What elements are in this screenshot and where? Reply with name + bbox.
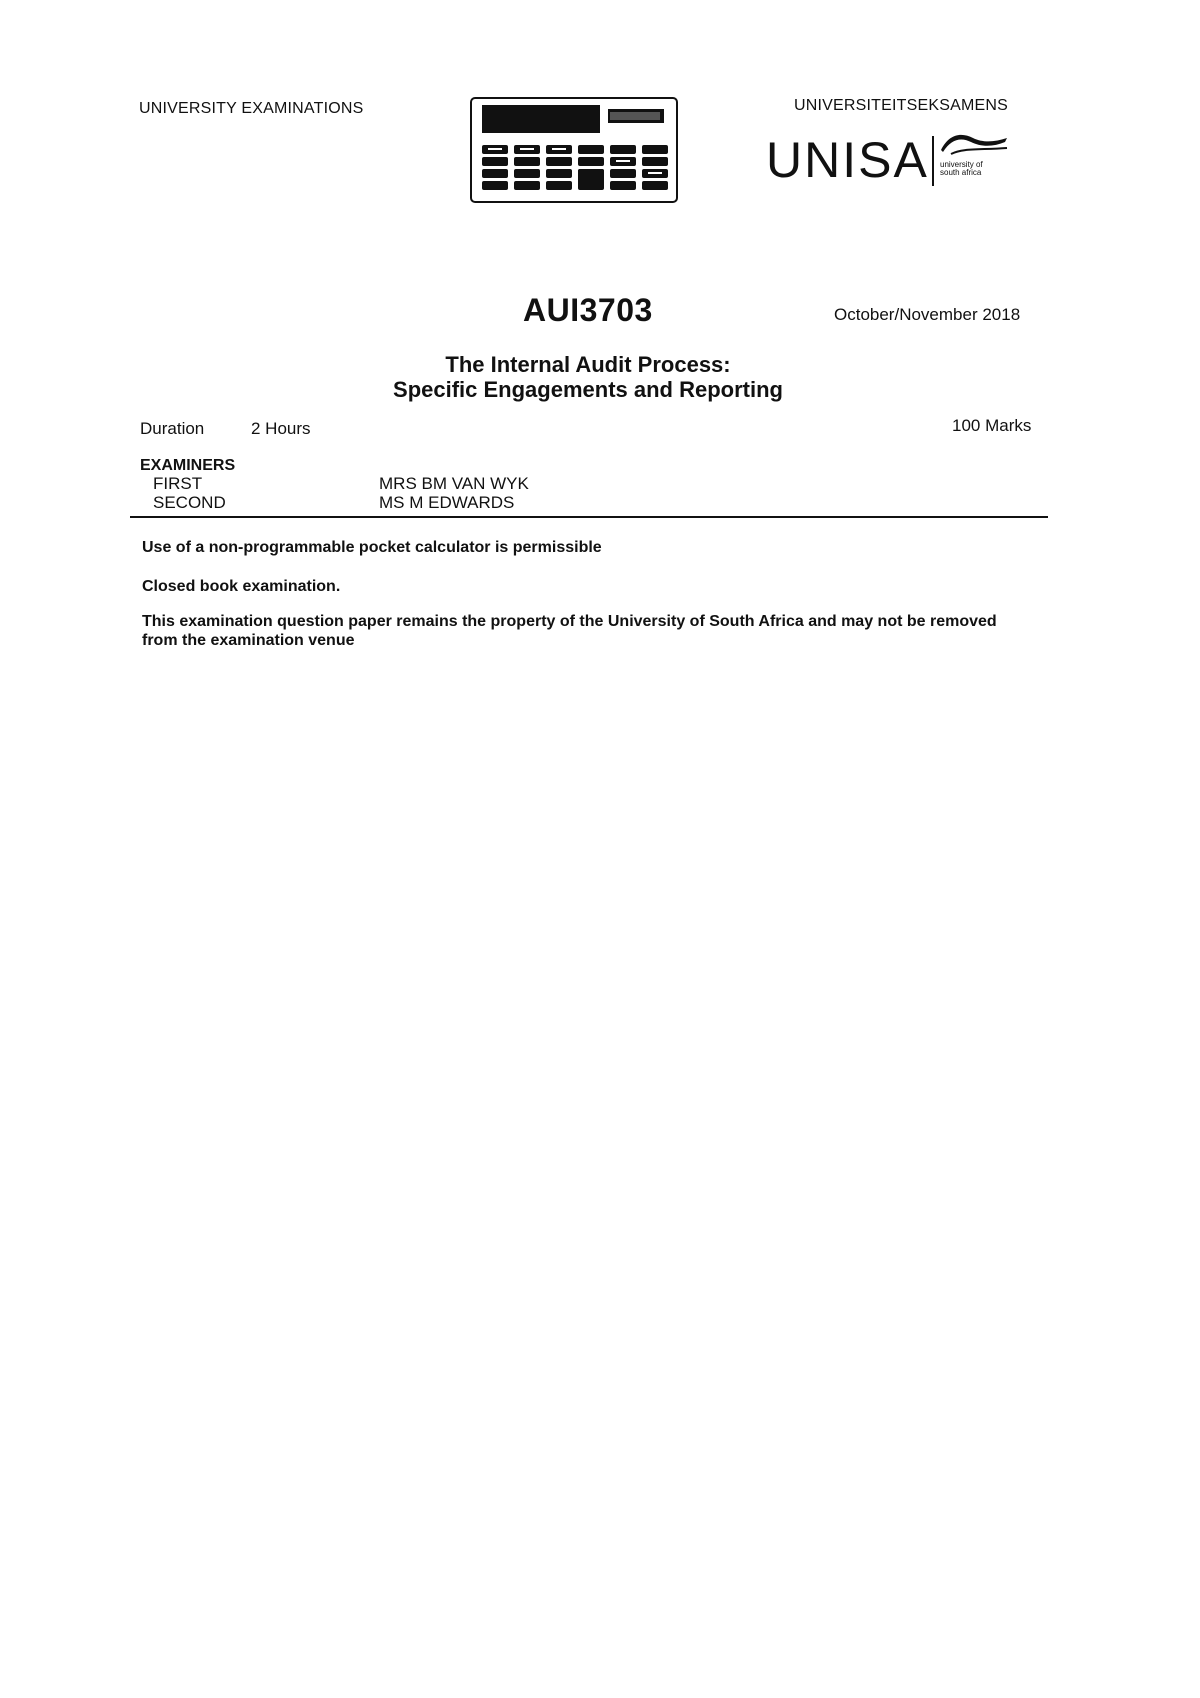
- paper-title: [300, 352, 876, 402]
- logo-subtitle: university of south africa: [940, 160, 983, 177]
- module-code: AUI3703: [523, 292, 653, 328]
- unisa-logo: [766, 130, 1026, 190]
- examiner-first-role: FIRST: [153, 474, 203, 493]
- header-divider: [130, 516, 1048, 518]
- paper-title-line-1: The Internal Audit Process:: [445, 352, 731, 377]
- examiner-first-name: MRS BM VAN WYK: [379, 474, 529, 493]
- examiner-second-role: SECOND: [153, 493, 226, 512]
- instruction-property: This examination question paper remains the property of the University of South Africa and may not be removed from the examination venue: [142, 613, 997, 649]
- calculator-icon: [470, 97, 678, 203]
- paper-title-line-2: Specific Engagements and Reporting: [393, 377, 783, 402]
- logo-wordmark: UNISA: [766, 132, 929, 188]
- total-marks: 100 Marks: [952, 416, 1032, 435]
- exam-date: October/November 2018: [834, 305, 1021, 324]
- logo-divider: [932, 136, 934, 186]
- header-left-text: UNIVERSITY EXAMINATIONS: [139, 100, 364, 117]
- instruction-closed-book: Closed book examination.: [142, 578, 341, 595]
- header-right-text: UNIVERSITEITSEKSAMENS: [794, 97, 1009, 114]
- duration-label: Duration: [140, 419, 205, 438]
- duration-value: 2 Hours: [251, 419, 311, 438]
- examiners-heading: EXAMINERS: [140, 457, 236, 474]
- instruction-calculator: Use of a non-programmable pocket calculator is permissible: [142, 539, 602, 556]
- logo-wave-icon: [939, 130, 1009, 160]
- examiner-second-name: MS M EDWARDS: [379, 493, 515, 512]
